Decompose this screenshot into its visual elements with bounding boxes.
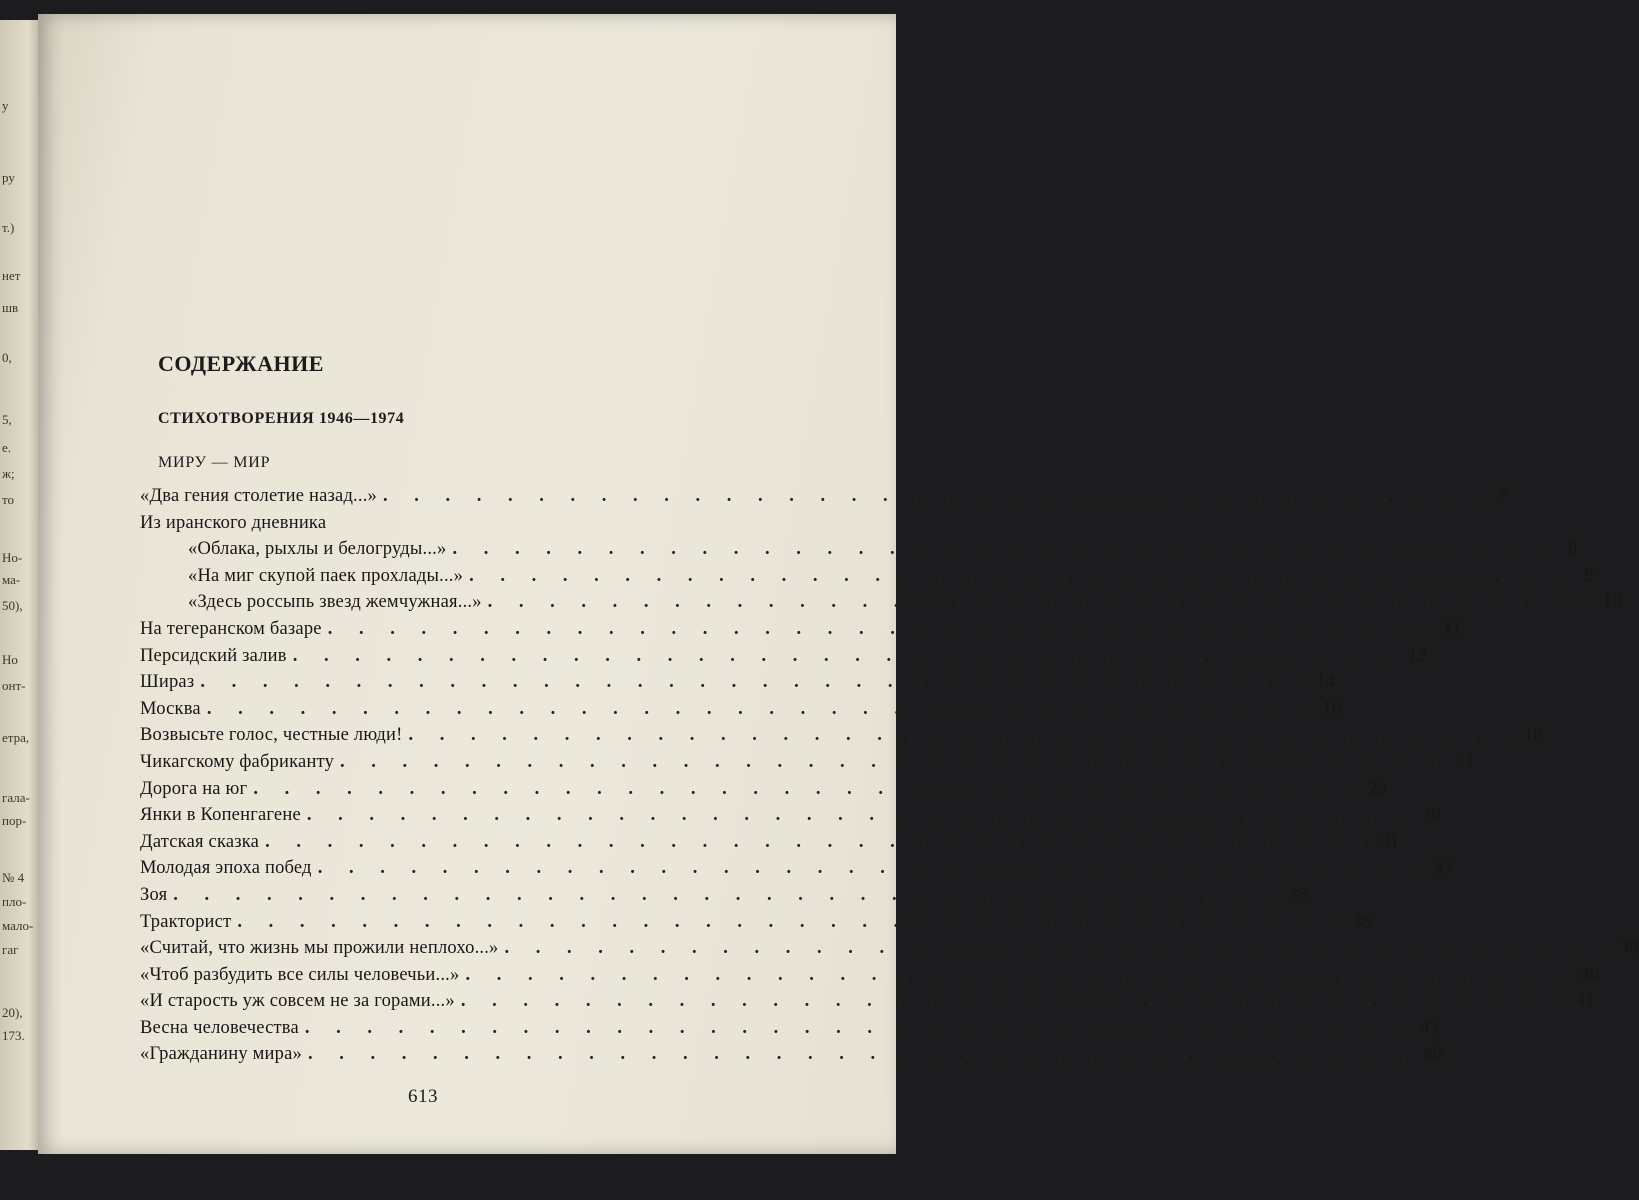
toc-entry [140, 592, 1622, 619]
prev-page-fragment: Но- [2, 550, 23, 565]
toc-entry-title: Янки в Копенгагене [140, 805, 301, 826]
dot-leader: . . . . . . . . . . . . . . . . . . . . . . . . . . . . . . . . . . . . [253, 778, 1363, 799]
toc-entry-title: «На миг скупой паек прохлады...» [188, 565, 464, 586]
toc-entry-title: Москва [140, 698, 201, 719]
prev-page-fragment: то [2, 492, 15, 507]
dot-leader: . . . . . . . . . . . . . . . . . . . . . . . . . . . . . . . . . . . . [327, 618, 1438, 639]
toc-entry-title: Зоя [140, 884, 168, 905]
toc-entry [140, 539, 1578, 566]
toc-entry-page: 31 [1380, 831, 1400, 852]
toc-entry-page: 23 [1368, 778, 1388, 799]
dot-leader: . . . . . . . . . . . . . . . . . . . . . . . . . . . . . . . . . . . . [200, 672, 1310, 693]
prev-page-fragment: нет [2, 268, 21, 283]
prev-page-fragment: ма- [2, 572, 21, 587]
toc-entry-page: 36 [1352, 911, 1372, 932]
prev-page-fragment: № 4 [2, 870, 25, 885]
prev-page-fragment: пор- [2, 813, 27, 828]
prev-page-fragment: 5, [2, 412, 12, 427]
table-of-contents [140, 486, 1639, 1071]
toc-entry [140, 911, 1372, 939]
dot-leader: . . . . . . . . . . . . . . . . . . . . . . . . . . . . . . . . . . . . [487, 592, 1598, 613]
previous-page-edge [0, 20, 40, 1150]
toc-entry-page: 8 [1567, 539, 1578, 560]
toc-entry-page: 28 [1422, 805, 1442, 826]
dot-leader: . . . . . . . . . . . . . . . . . . . . . . . . . . . . . . . . . . . . [469, 565, 1579, 586]
toc-entry-page: 40 [1580, 964, 1600, 985]
dot-leader: . . . . . . . . . . . . . . . . . . . . . . . . . . . . . . . . . . . . [173, 884, 1283, 905]
toc-entry-page: 46 [1423, 1044, 1443, 1065]
toc-entry-title: На тегеранском базаре [140, 618, 322, 639]
prev-page-fragment: етра, [2, 730, 30, 745]
page-title: СОДЕРЖАНИЕ [158, 351, 324, 376]
toc-entry-title: Весна человечества [140, 1017, 299, 1038]
toc-entry [140, 1017, 1440, 1045]
toc-entry-page: 14 [1315, 672, 1335, 693]
prev-page-fragment: гаг [2, 942, 19, 957]
prev-page-fragment: 0, [2, 350, 12, 365]
prev-page-fragment: шв [2, 300, 19, 315]
prev-page-fragment: гала- [2, 790, 30, 805]
toc-entry [140, 751, 1475, 779]
toc-entry-title: Дорога на юг [140, 778, 248, 799]
dot-leader: . . . . . . . . . . . . . . . . . . . . . . . . . . . . . . . . . . . . [307, 1044, 1418, 1065]
dot-leader: . . . . . . . . . . . . . . . . . . . . . . . . . . . . . . . . . . . . [292, 645, 1403, 666]
toc-entry [140, 565, 1594, 593]
cycle-heading: МИРУ — МИР [158, 454, 271, 471]
toc-entry-page: 10 [1603, 592, 1622, 613]
toc-entry-title: Возвысьте голос, честные люди! [140, 725, 403, 746]
toc-entry-page: 43 [1420, 1017, 1440, 1038]
toc-entry [140, 991, 1596, 1018]
toc-entry-title: Тракторист [140, 911, 232, 932]
prev-page-fragment: 173. [2, 1028, 25, 1043]
dot-leader: . . . . . . . . . . . . . . . . . . . . . . . . . . . . . . . . . . . . [306, 805, 1417, 826]
prev-page-fragment: мало- [2, 918, 34, 933]
section-heading: СТИХОТВОРЕНИЯ 1946—1974 [158, 410, 405, 427]
prev-page-fragment: 50), [2, 598, 23, 613]
toc-entry-page: 11 [1443, 618, 1462, 639]
toc-entry-title: «Облака, рыхлы и белогруды...» [188, 539, 447, 560]
toc-entry-page: 7 [1498, 486, 1508, 506]
dot-leader: . . . . . . . . . . . . . . . . . . . . . . . . . . . . . . . . . . . . [317, 858, 1428, 879]
dot-leader: . . . . . . . . . . . . . . . . . . . . . . . . . . . . . . . . . . . . [304, 1017, 1415, 1038]
prev-page-fragment: е. [2, 440, 12, 455]
toc-entry-title: «Гражданину мира» [140, 1044, 302, 1065]
toc-entry-page: 41 [1576, 991, 1596, 1012]
toc-entry [140, 486, 1508, 513]
toc-entry [140, 698, 1342, 726]
toc-entry [140, 513, 750, 540]
dot-leader: . . . . . . . . . . . . . . . . . . . . . . . . . . . . . . . . . . . . [206, 698, 1317, 719]
toc-entry-page: 18 [1523, 725, 1543, 746]
toc-entry [140, 618, 1462, 646]
dot-leader: . . . . . . . . . . . . . . . . . . . . . . . . . . . . . . . . . . . . [460, 991, 1571, 1012]
book-page [38, 14, 1639, 1154]
toc-entry [140, 884, 1308, 912]
toc-entry-title: «Считай, что жизнь мы прожили неплохо...» [140, 938, 499, 959]
prev-page-fragment: пло- [2, 894, 27, 909]
toc-entry [140, 725, 1543, 752]
prev-page-fragment: онт- [2, 678, 26, 693]
toc-entry-title: Из иранского дневника [140, 512, 327, 533]
toc-entry-title: «Здесь россыпь звезд жемчужная...» [188, 592, 482, 613]
dot-leader: . . . . . . . . . . . . . . . . . . . . . . . . . . . . . . . . . . . . [504, 938, 1614, 959]
dot-leader: . . . . . . . . . . . . . . . . . . . . . . . . . . . . . . . . . . . . [465, 964, 1575, 985]
toc-entry-title: «Два гения столетие назад...» [140, 486, 377, 506]
toc-entry-page: 33 [1433, 858, 1452, 879]
page-number: 613 [408, 1086, 438, 1107]
toc-entry [140, 778, 1388, 806]
prev-page-fragment: ру [2, 170, 15, 185]
prev-page-fragment: у [2, 98, 9, 113]
toc-entry-title: «Чтоб разбудить все силы человечьи...» [140, 964, 460, 985]
toc-entry-title: Шираз [140, 672, 195, 693]
prev-page-fragment: ж; [2, 466, 15, 481]
toc-entry-title: «И старость уж совсем не за горами...» [140, 991, 455, 1012]
dot-leader: . . . . . . . . . . . . . . . . . . . . . . . . . . . . . . . . . . . . [265, 831, 1375, 852]
dot-leader: . . . . . . . . . . . . . . . . . . . . . . . . . . . . . . . . . . . . [340, 751, 1450, 772]
dot-leader: . . . . . . . . . . . . . . . . . . . . . . . . . . . . . . . . . . . . [408, 725, 1518, 746]
toc-entry [140, 672, 1335, 699]
toc-entry-title: Молодая эпоха побед [140, 858, 312, 879]
toc-entry-title: Датская сказка [140, 831, 260, 852]
toc-entry [140, 964, 1600, 992]
toc-entry [140, 645, 1428, 673]
toc-entry-title: Чикагскому фабриканту [140, 751, 335, 772]
prev-page-fragment: 20), [2, 1005, 23, 1020]
dot-leader: . . . . . . . . . . . . . . . . . . . . . . . . . . . . . . . . . . . . [382, 486, 1493, 506]
toc-entry-page: 12 [1408, 645, 1428, 666]
toc-entry-page: 16 [1322, 698, 1342, 719]
toc-entry [140, 805, 1442, 832]
toc-entry-page: 9 [1584, 565, 1594, 586]
toc-entry-page: 21 [1455, 751, 1475, 772]
toc-entry [140, 858, 1452, 885]
prev-page-fragment: т.) [2, 220, 15, 235]
toc-entry [140, 938, 1639, 965]
prev-page-fragment: Но [2, 652, 18, 667]
dot-leader: . . . . . . . . . . . . . . . . . . . . . . . . . . . . . . . . . . . . [452, 539, 1562, 560]
toc-entry [140, 831, 1400, 859]
toc-entry [140, 1044, 1443, 1071]
toc-entry-title: Персидский залив [140, 645, 287, 666]
dot-leader: . . . . . . . . . . . . . . . . . . . . . . . . . . . . . . . . . . . . [237, 911, 1347, 932]
toc-entry-page: 35 [1288, 884, 1308, 905]
toc-entry-page: 38 [1619, 938, 1639, 959]
